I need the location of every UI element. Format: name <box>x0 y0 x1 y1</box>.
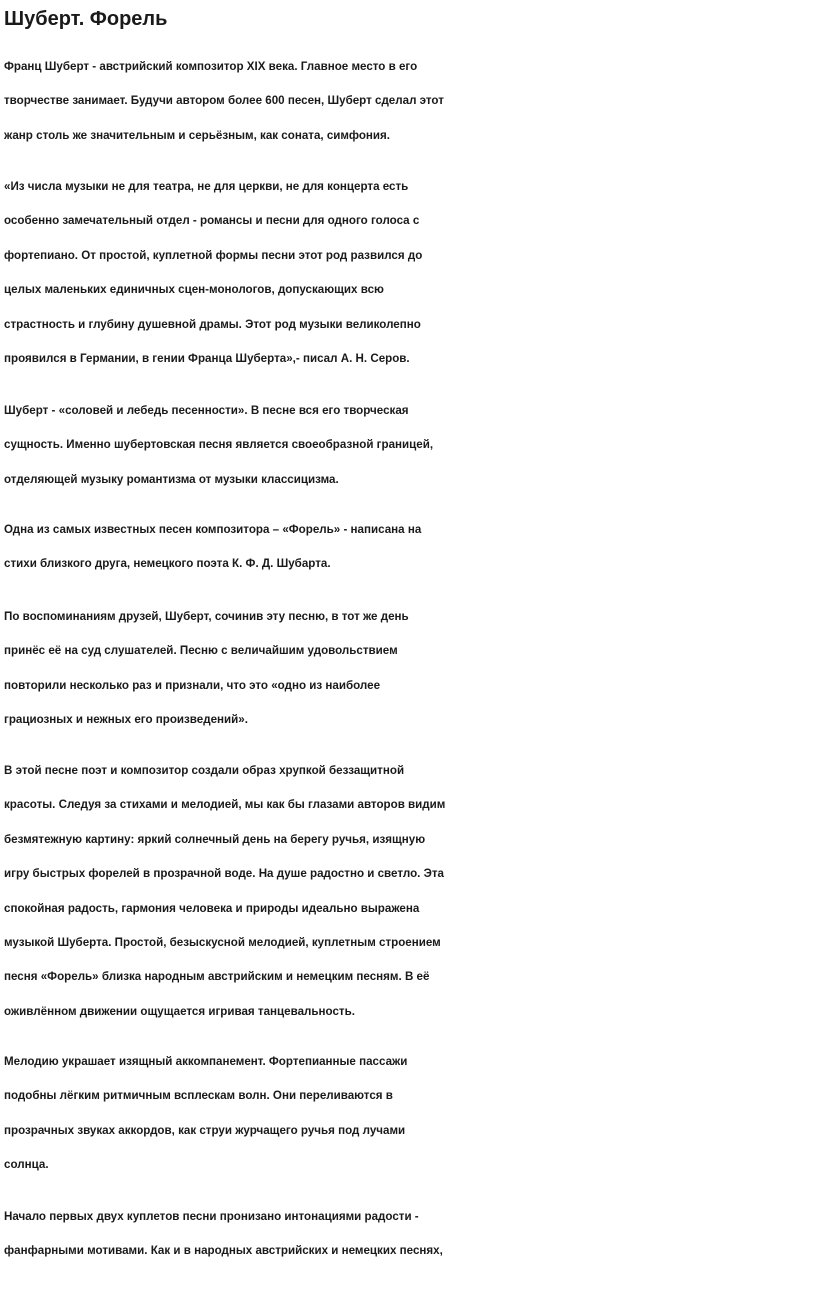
text-line: страстность и глубину душевной драмы. Этот род музыки великолепно <box>4 317 421 331</box>
paragraph-8 <box>4 1200 812 1269</box>
text-line: фанфарными мотивами. Как и в народных австрийских и немецких песнях, <box>4 1244 443 1258</box>
text-line: спокойная радость, гармония человека и природы идеально выражена <box>4 901 420 915</box>
text-line: Начало первых двух куплетов песни пронизано интонациями радости - <box>4 1210 419 1223</box>
text-line: Шуберт - «соловей и лебедь песенности». В песне вся его творческая <box>4 404 409 417</box>
text-line: Франц Шуберт - австрийский композитор XIX века. Главное место в его <box>4 60 418 73</box>
text-line: Одна из самых известных песен композитора – «Форель» - написана на <box>4 523 422 536</box>
text-line: грациозных и нежных его произведений». <box>4 713 248 727</box>
text-line: принёс её на суд слушателей. Песню с величайшим удовольствием <box>4 644 398 658</box>
text-line: игру быстрых форелей в прозрачной воде. На душе радостно и светло. Эта <box>4 867 444 881</box>
text-line: красоты. Следуя за стихами и мелодией, мы как бы глазами авторов видим <box>4 798 446 812</box>
text-line: оживлённом движении ощущается игривая танцевальность. <box>4 1004 355 1018</box>
text-line: творчестве занимает. Будучи автором более 600 песен, Шуберт сделал этот <box>4 94 444 108</box>
text-line: проявился в Германии, в гении Франца Шуберта»,- писал А. Н. Серов. <box>4 352 410 366</box>
paragraph-4 <box>4 513 812 582</box>
document-title: Шуберт. Форель <box>4 8 168 30</box>
text-line: безмятежную картину: яркий солнечный день на берегу ручья, изящную <box>4 832 426 846</box>
text-line: повторили несколько раз и признали, что это «одно из наиболее <box>4 678 381 692</box>
paragraph-5 <box>4 600 812 738</box>
text-line: жанр столь же значительным и серьёзным, как соната, симфония. <box>4 128 391 142</box>
text-line: музыкой Шуберта. Простой, безыскусной мелодией, куплетным строением <box>4 936 441 950</box>
text-line: стихи близкого друга, немецкого поэта К. Ф. Д. Шубарта. <box>4 557 331 571</box>
text-line: песня «Форель» близка народным австрийским и немецким песням. В её <box>4 970 430 984</box>
text-line: целых маленьких единичных сцен-монологов, допускающих всю <box>4 283 384 297</box>
paragraph-2 <box>4 170 812 376</box>
paragraph-6 <box>4 754 812 1029</box>
text-line: солнца. <box>4 1158 49 1172</box>
text-line: «Из числа музыки не для театра, не для церкви, не для концерта есть <box>4 180 409 193</box>
text-line: прозрачных звуках аккордов, как струи журчащего ручья под лучами <box>4 1123 406 1137</box>
paragraph-1 <box>4 50 812 153</box>
text-line: подобны лёгким ритмичным всплескам волн. Они переливаются в <box>4 1089 393 1103</box>
text-line: По воспоминаниям друзей, Шуберт, сочинив эту песню, в тот же день <box>4 610 409 623</box>
text-line: фортепиано. От простой, куплетной формы песни этот род развился до <box>4 248 423 262</box>
text-line: особенно замечательный отдел - романсы и песни для одного голоса с <box>4 214 420 228</box>
text-line: отделяющей музыку романтизма от музыки классицизма. <box>4 472 339 486</box>
text-line: В этой песне поэт и композитор создали образ хрупкой беззащитной <box>4 764 405 777</box>
text-line: Мелодию украшает изящный аккомпанемент. Фортепианные пассажи <box>4 1055 408 1068</box>
paragraph-7 <box>4 1045 812 1183</box>
paragraph-3 <box>4 394 812 497</box>
text-line: сущность. Именно шубертовская песня является своеобразной границей, <box>4 438 434 452</box>
